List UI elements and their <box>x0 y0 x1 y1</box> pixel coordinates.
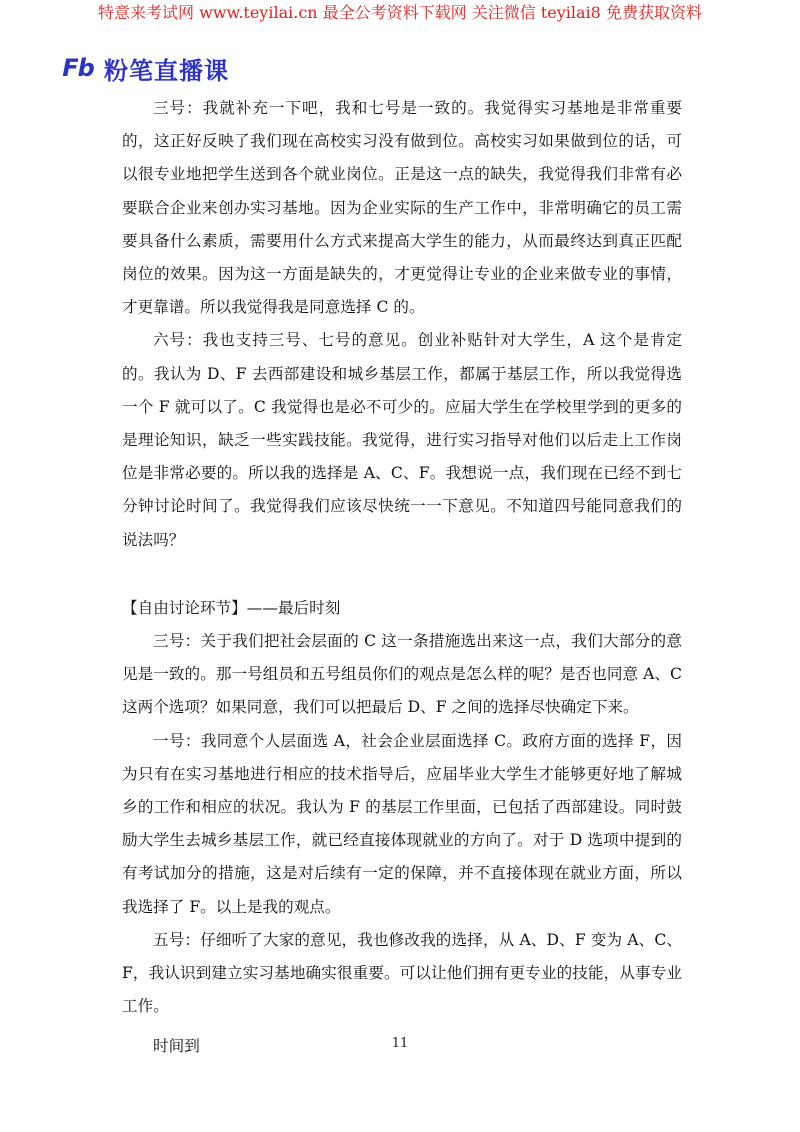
brand-name: 粉笔直播课 <box>104 56 229 85</box>
page-number: 11 <box>391 1036 409 1051</box>
brand-logo <box>58 52 229 84</box>
paragraph: 一号：我同意个人层面选 A，社会企业层面选择 C。政府方面的选择 F，因为只有在实习基地进行相应的技术指导后，应届毕业大学生才能够更好地了解城乡的工作和相应的状况。我认为 F 的基层工作里面，已包括了西部建设。同时鼓励大学生去城乡基层工作，就已经直接体现就业的方向了。对于 D 选项中提到的有考试加分的措施，这是对后续有一定的保障，并不直接体现在就业方面，所以我选择了 F。以上是我的观点。 <box>122 731 682 916</box>
section-spacer <box>122 557 682 592</box>
closing-line: 时间到 <box>153 1037 200 1056</box>
fb-logo-icon: Fb <box>62 54 94 82</box>
paragraph: 五号：仔细听了大家的意见，我也修改我的选择，从 A、D、F 变为 A、C、F，我认识到建立实习基地确实很重要。可以让他们拥有更专业的技能，从事专业工作。 <box>122 930 682 1016</box>
paragraph: 三号：关于我们把社会层面的 C 这一条措施选出来这一点，我们大部分的意见是一致的。那一号组员和五号组员你们的观点是怎么样的呢？是否也同意 A、C 这两个选项？如果同意，我们可以把最后 D、F 之间的选择尽快确定下来。 <box>122 632 682 717</box>
document-body <box>122 92 682 1064</box>
watermark-banner: 特意来考试网 www.teyilai.cn 最全公考资料下载网 关注微信 teyilai8 免费获取资料 <box>98 3 702 22</box>
paragraph: 三号：我就补充一下吧，我和七号是一致的。我觉得实习基地是非常重要的，这正好反映了我们现在高校实习没有做到位。高校实习如果做到位的话，可以很专业地把学生送到各个就业岗位。正是这一点的缺失，我觉得我们非常有必要联合企业来创办实习基地。因为企业实际的生产工作中，非常明确它的员工需要具备什么素质，需要用什么方式来提高大学生的能力，从而最终达到真正匹配岗位的效果。因为这一方面是缺失的，才更觉得让专业的企业来做专业的事情，才更靠谱。所以我觉得我是同意选择 C 的。 <box>122 99 682 317</box>
paragraph: 六号：我也支持三号、七号的意见。创业补贴针对大学生，A 这个是肯定的。我认为 D、F 去西部建设和城乡基层工作，都属于基层工作，所以我觉得选一个 F 就可以了。C 我觉得也是必不可少的。应届大学生在学校里学到的更多的是理论知识，缺乏一些实践技能。我觉得，进行实习指导对他们以后走上工作岗位是非常必要的。所以我的选择是 A、C、F。我想说一点，我们现在已经不到七分钟讨论时间了。我觉得我们应该尽快统一一下意见。不知道四号能同意我们的说法吗？ <box>122 331 682 549</box>
section-heading: 【自由讨论环节】——最后时刻 <box>122 598 341 617</box>
